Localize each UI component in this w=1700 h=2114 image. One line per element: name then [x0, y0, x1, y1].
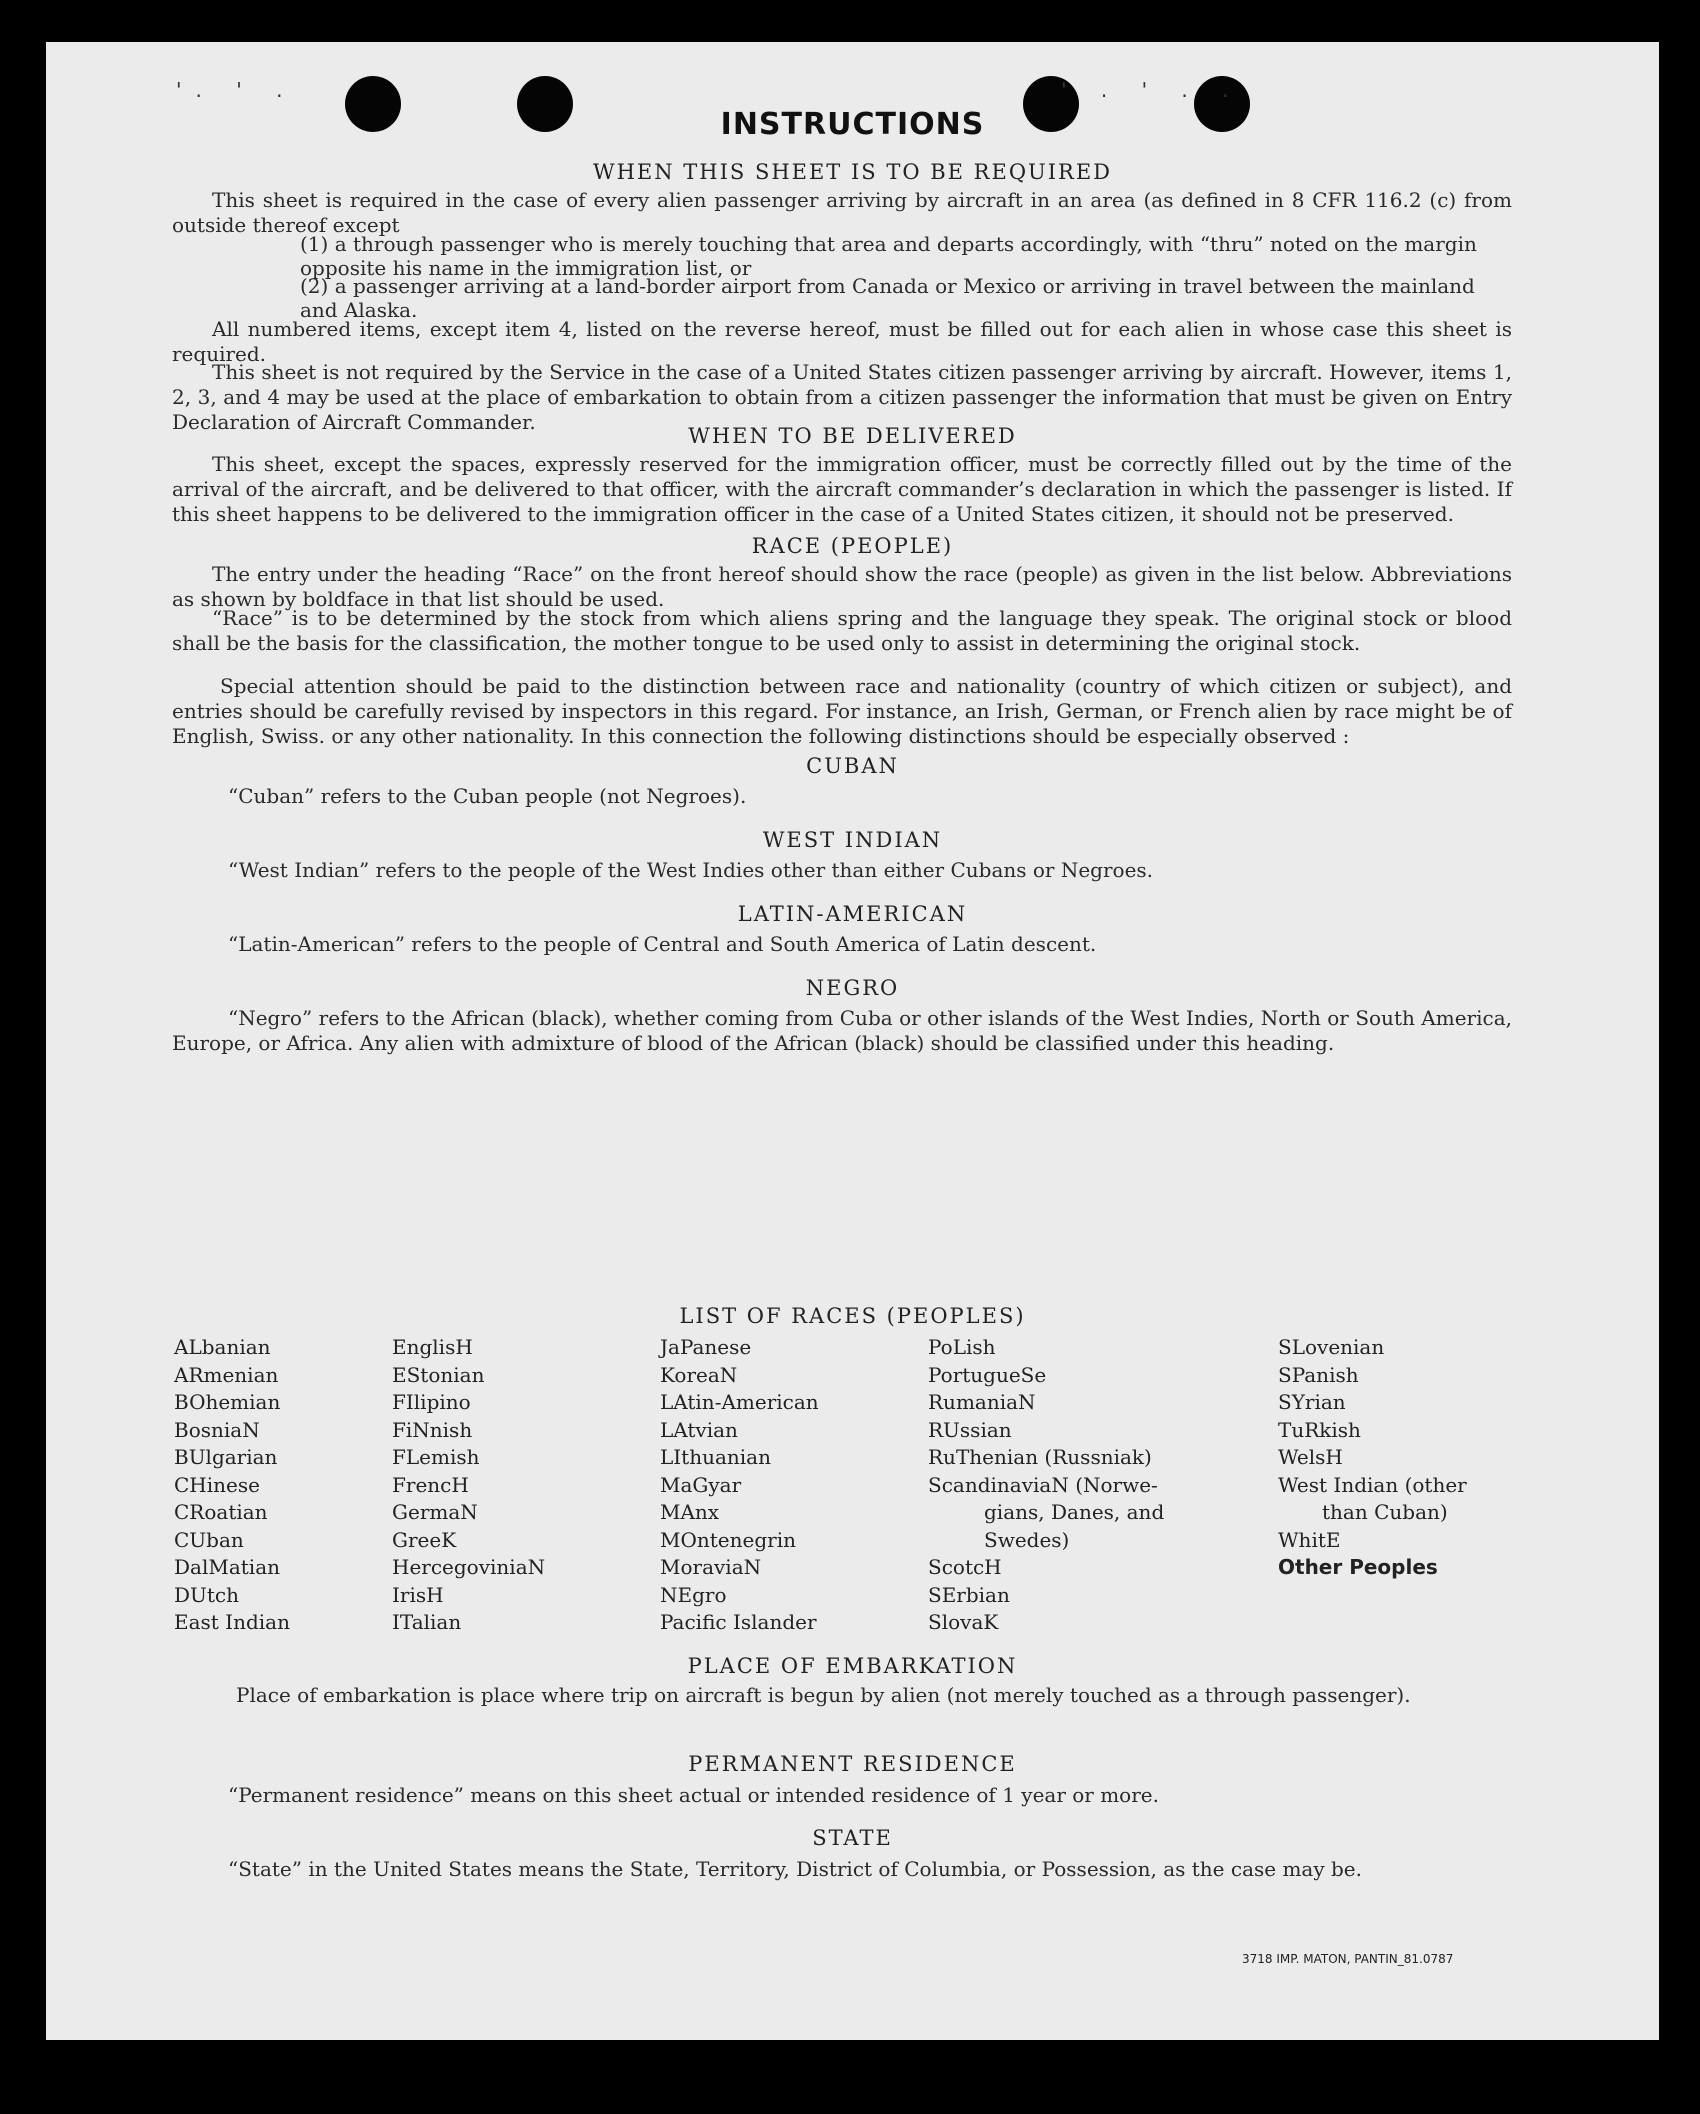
race-item: FIlipino [392, 1390, 471, 1414]
exception-item-1: (1) a through passenger who is merely touching that area and departs accordingly, with “thru” noted on the margin opposite his name in the immigration list, or [300, 232, 1477, 280]
race-para-2: “Race” is to be determined by the stock from which aliens spring and the language they speak. The original stock or blood shall be the basis for the classification, the mother tongue to be used only to assist in determining the original stock. [172, 606, 1512, 655]
document-page [46, 42, 1659, 2040]
race-item: CRoatian [174, 1500, 268, 1524]
race-list-column-1 [174, 1334, 290, 1637]
race-item: LAtin-American [660, 1390, 819, 1414]
race-item: FrencH [392, 1472, 469, 1497]
race-item: BOhemian [174, 1390, 281, 1414]
race-list-column-5 [1278, 1334, 1467, 1582]
heading-when-required: WHEN THIS SHEET IS TO BE REQUIRED [592, 160, 1113, 184]
race-item: WelsH [1278, 1445, 1343, 1469]
race-item: WhitE [1278, 1527, 1341, 1552]
race-item: than Cuban) [1322, 1500, 1448, 1524]
race-item: GreeK [392, 1527, 457, 1552]
west-indian-text: “West Indian” refers to the people of the West Indies other than either Cubans or Negroes. [228, 858, 1154, 882]
race-item: GermaN [392, 1500, 478, 1524]
race-item: SPanish [1278, 1362, 1359, 1387]
race-list-column-2 [392, 1334, 545, 1637]
race-item: Pacific Islander [660, 1610, 817, 1634]
embarkation-text: Place of embarkation is place where trip on aircraft is begun by alien (not merely touched as a through passenger). [236, 1683, 1411, 1707]
page-title: INSTRUCTIONS [720, 107, 985, 142]
scan-specks: ' . ' . . [1061, 78, 1243, 102]
negro-text: “Negro” refers to the African (black), whether coming from Cuba or other islands of the West Indies, North or South America, Europe, or Africa. Any alien with admixture of blood of the African (black) should be classified under this heading. [172, 1006, 1512, 1055]
exception-item-2: (2) a passenger arriving at a land-border airport from Canada or Mexico or arriving in travel between the mainland and Alaska. [300, 274, 1475, 322]
race-item: Swedes) [984, 1527, 1070, 1552]
printer-code: 3718 IMP. MATON, PANTIN_81.0787 [1242, 1952, 1454, 1966]
state-text: “State” in the United States means the State, Territory, District of Columbia, or Possession, as the case may be. [228, 1857, 1362, 1881]
race-item: SYrian [1278, 1390, 1346, 1414]
when-required-para-3: This sheet is not required by the Service in the case of a United States citizen passenger arriving by aircraft. However, items 1, 2, 3, and 4 may be used at the place of embarkation to obtain from a citizen passenger the information that must be given on Entry Declaration of Aircraft Commander. [172, 360, 1512, 434]
race-list-column-4 [928, 1334, 1164, 1637]
race-item: MAnx [660, 1500, 720, 1524]
race-item: EStonian [392, 1362, 485, 1387]
scan-specks: '. ' . [176, 78, 297, 102]
latin-american-text: “Latin-American” refers to the people of Central and South America of Latin descent. [228, 932, 1097, 956]
when-delivered-para: This sheet, except the spaces, expressly reserved for the immigration officer, must be correctly filled out by the time of the arrival of the aircraft, and be delivered to that officer, with the aircraft commander’s declaration in which the passenger is listed. If this sheet happens to be delivered to the immigration officer in the case of a United States citizen, it should not be preserved. [172, 452, 1512, 526]
heading-latin-american: LATIN-AMERICAN [737, 902, 968, 926]
heading-state: STATE [812, 1826, 893, 1850]
race-item: East Indian [174, 1610, 290, 1634]
race-item: BosniaN [174, 1417, 260, 1442]
race-item: CHinese [174, 1472, 260, 1497]
when-required-para-2: All numbered items, except item 4, listed on the reverse hereof, must be filled out for each alien in whose case this sheet is required. [172, 317, 1512, 366]
residence-text: “Permanent residence” means on this sheet actual or intended residence of 1 year or more. [228, 1783, 1159, 1807]
heading-list-of-races: LIST OF RACES (PEOPLES) [679, 1304, 1026, 1328]
race-item: CUban [174, 1527, 244, 1552]
race-item: RuThenian (Russniak) [928, 1445, 1152, 1469]
race-item: MaGyar [660, 1472, 742, 1497]
race-item: RUssian [928, 1417, 1012, 1442]
race-item: SLovenian [1278, 1335, 1385, 1359]
race-item: SlovaK [928, 1610, 999, 1634]
race-item: Other Peoples [1278, 1555, 1438, 1579]
heading-permanent-residence: PERMANENT RESIDENCE [688, 1752, 1017, 1776]
heading-race: RACE (PEOPLE) [751, 534, 954, 558]
race-item: ALbanian [174, 1335, 271, 1359]
race-item: HercegoviniaN [392, 1555, 546, 1579]
race-item: BUlgarian [174, 1445, 278, 1469]
race-item: TuRkish [1278, 1417, 1361, 1442]
race-item: gians, Danes, and [984, 1500, 1165, 1524]
race-item: MOntenegrin [660, 1527, 796, 1552]
heading-west-indian: WEST INDIAN [762, 828, 943, 852]
heading-cuban: CUBAN [806, 754, 899, 778]
race-item: MoraviaN [660, 1555, 762, 1579]
race-item: EnglisH [392, 1335, 473, 1359]
race-item: SErbian [928, 1582, 1010, 1607]
race-item: DalMatian [174, 1555, 280, 1579]
race-para-1: The entry under the heading “Race” on the front hereof should show the race (people) as given in the list below. Abbreviations as shown by boldface in that list should be used. [172, 562, 1512, 611]
race-item: West Indian (other [1278, 1472, 1467, 1497]
heading-when-delivered: WHEN TO BE DELIVERED [688, 424, 1017, 448]
heading-embarkation: PLACE OF EMBARKATION [687, 1654, 1018, 1678]
race-item: ARmenian [174, 1362, 279, 1387]
race-item: NEgro [660, 1582, 727, 1607]
race-para-3: Special attention should be paid to the distinction between race and nationality (country of which citizen or subject), and entries should be carefully revised by inspectors in this regard. For instance, an Irish, German, or French alien by race might be of English, Swiss. or any other nationality. In this connection the following distinctions should be especially observed : [172, 674, 1512, 748]
race-item: IrisH [392, 1582, 444, 1607]
race-item: RumaniaN [928, 1390, 1036, 1414]
race-item: ITalian [392, 1610, 462, 1634]
race-item: LIthuanian [660, 1445, 771, 1469]
race-list-column-3 [660, 1334, 819, 1637]
race-item: JaPanese [660, 1335, 752, 1359]
race-item: KoreaN [660, 1362, 738, 1387]
race-item: FLemish [392, 1445, 480, 1469]
race-item: ScotcH [928, 1555, 1002, 1579]
race-item: ScandinaviaN (Norwe- [928, 1472, 1158, 1497]
heading-negro: NEGRO [805, 976, 900, 1000]
race-item: PortugueSe [928, 1362, 1047, 1387]
race-item: FiNnish [392, 1417, 473, 1442]
race-item: LAtvian [660, 1417, 738, 1442]
when-required-intro: This sheet is required in the case of every alien passenger arriving by aircraft in an area (as defined in 8 CFR 116.2 (c) from outside thereof except [172, 188, 1512, 237]
race-item: PoLish [928, 1335, 996, 1359]
race-item: DUtch [174, 1582, 240, 1607]
cuban-text: “Cuban” refers to the Cuban people (not Negroes). [228, 784, 747, 808]
